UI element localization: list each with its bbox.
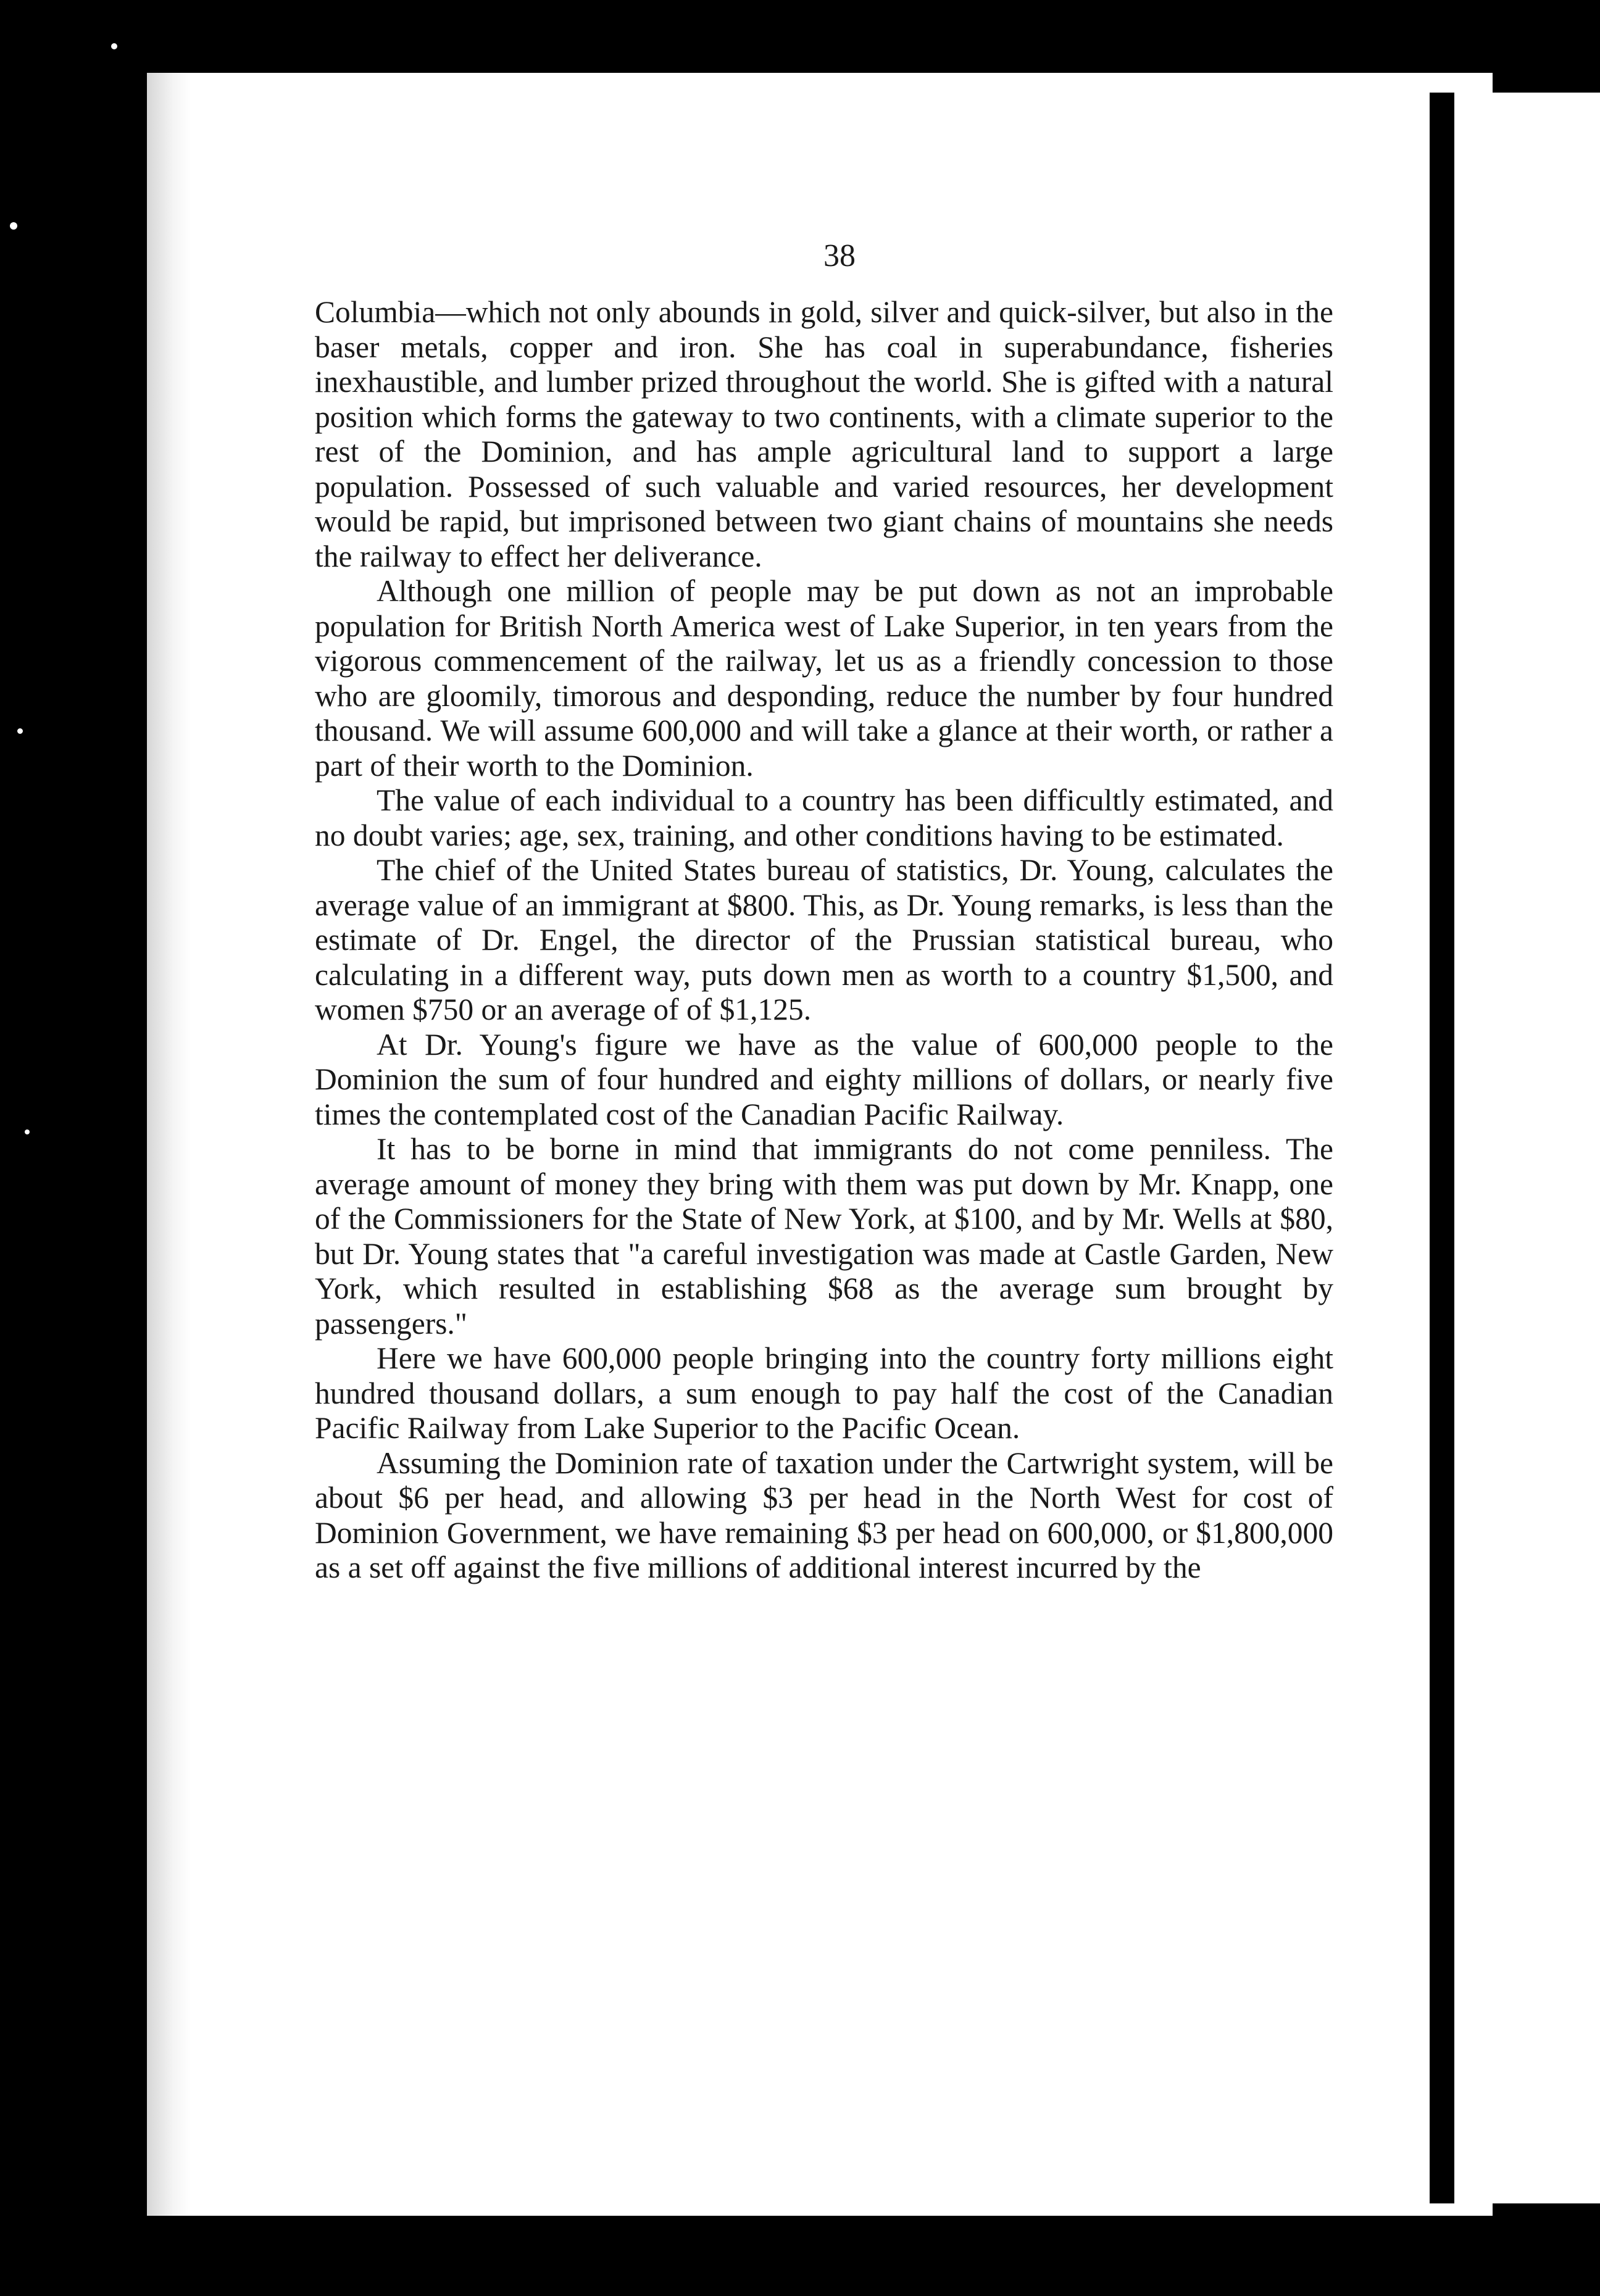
paragraph: Columbia—which not only abounds in gold, silver and quick-silver, but also in the baser metals, copper and iron. She has coal in superabundance, fisheries inexhaustible, and lumber prized throughout the world. She is gifted with a natural position which forms the gateway to two continents, with a climate superior to the rest of the Dominion, and has ample agricultural land to support a large population. Possessed of such valuable and varied resources, her development would be rapid, but imprisoned between two giant chains of mountains she needs the railway to effect her deliverance. — [315, 295, 1333, 573]
paragraph: The chief of the United States bureau of statistics, Dr. Young, calculates the average value of an immigrant at $800. This, as Dr. Young remarks, is less than the estimate of Dr. Engel, the director of the Prussian statistical bureau, who calculating in a different way, puts down men as worth to a country $1,500, and women $750 or an average of of $1,125. — [315, 853, 1333, 1026]
dust-speck — [10, 222, 17, 230]
paragraph: At Dr. Young's figure we have as the value of 600,000 people to the Dominion the sum of four hundred and eighty millions of dollars, or nearly five times the contemplated cost of the Canadian Pacific Railway. — [315, 1027, 1333, 1131]
page-divider — [1430, 93, 1454, 2203]
dust-speck — [17, 728, 23, 734]
paragraph: The value of each individual to a country has been difficultly estimated, and no doubt varies; age, sex, training, and other conditions having to be estimated. — [315, 783, 1333, 852]
page-gutter-shadow — [147, 73, 190, 2216]
paragraph: Although one million of people may be put down as not an improbable population for British North America west of Lake Superior, in ten years from the vigorous commencement of the railway, let us as a friendly concession to those who are gloomily, timorous and desponding, reduce the number by four hundred thousand. We will assume 600,000 and will take a glance at their worth, or rather a part of their worth to the Dominion. — [315, 574, 1333, 783]
body-text — [315, 295, 1333, 1586]
dust-speck — [25, 1129, 30, 1134]
next-page-edge — [1454, 93, 1600, 2203]
dust-speck — [111, 43, 117, 49]
page-number: 38 — [823, 238, 856, 273]
paragraph: It has to be borne in mind that immigrants do not come penniless. The average amount of money they bring with them was put down by Mr. Knapp, one of the Commissioners for the State of New York, at $100, and by Mr. Wells at $80, but Dr. Young states that "a careful investigation was made at Castle Garden, New York, which resulted in establishing $68 as the average sum brought by passengers." — [315, 1132, 1333, 1341]
paragraph: Here we have 600,000 people bringing into the country forty millions eight hundred thousand dollars, a sum enough to pay half the cost of the Canadian Pacific Railway from Lake Superior to the Pacific Ocean. — [315, 1341, 1333, 1445]
paragraph: Assuming the Dominion rate of taxation under the Cartwright system, will be about $6 per head, and allowing $3 per head in the North West for cost of Dominion Government, we have remaining $3 per head on 600,000, or $1,800,000 as a set off against the five millions of additional interest incurred by the — [315, 1445, 1333, 1584]
